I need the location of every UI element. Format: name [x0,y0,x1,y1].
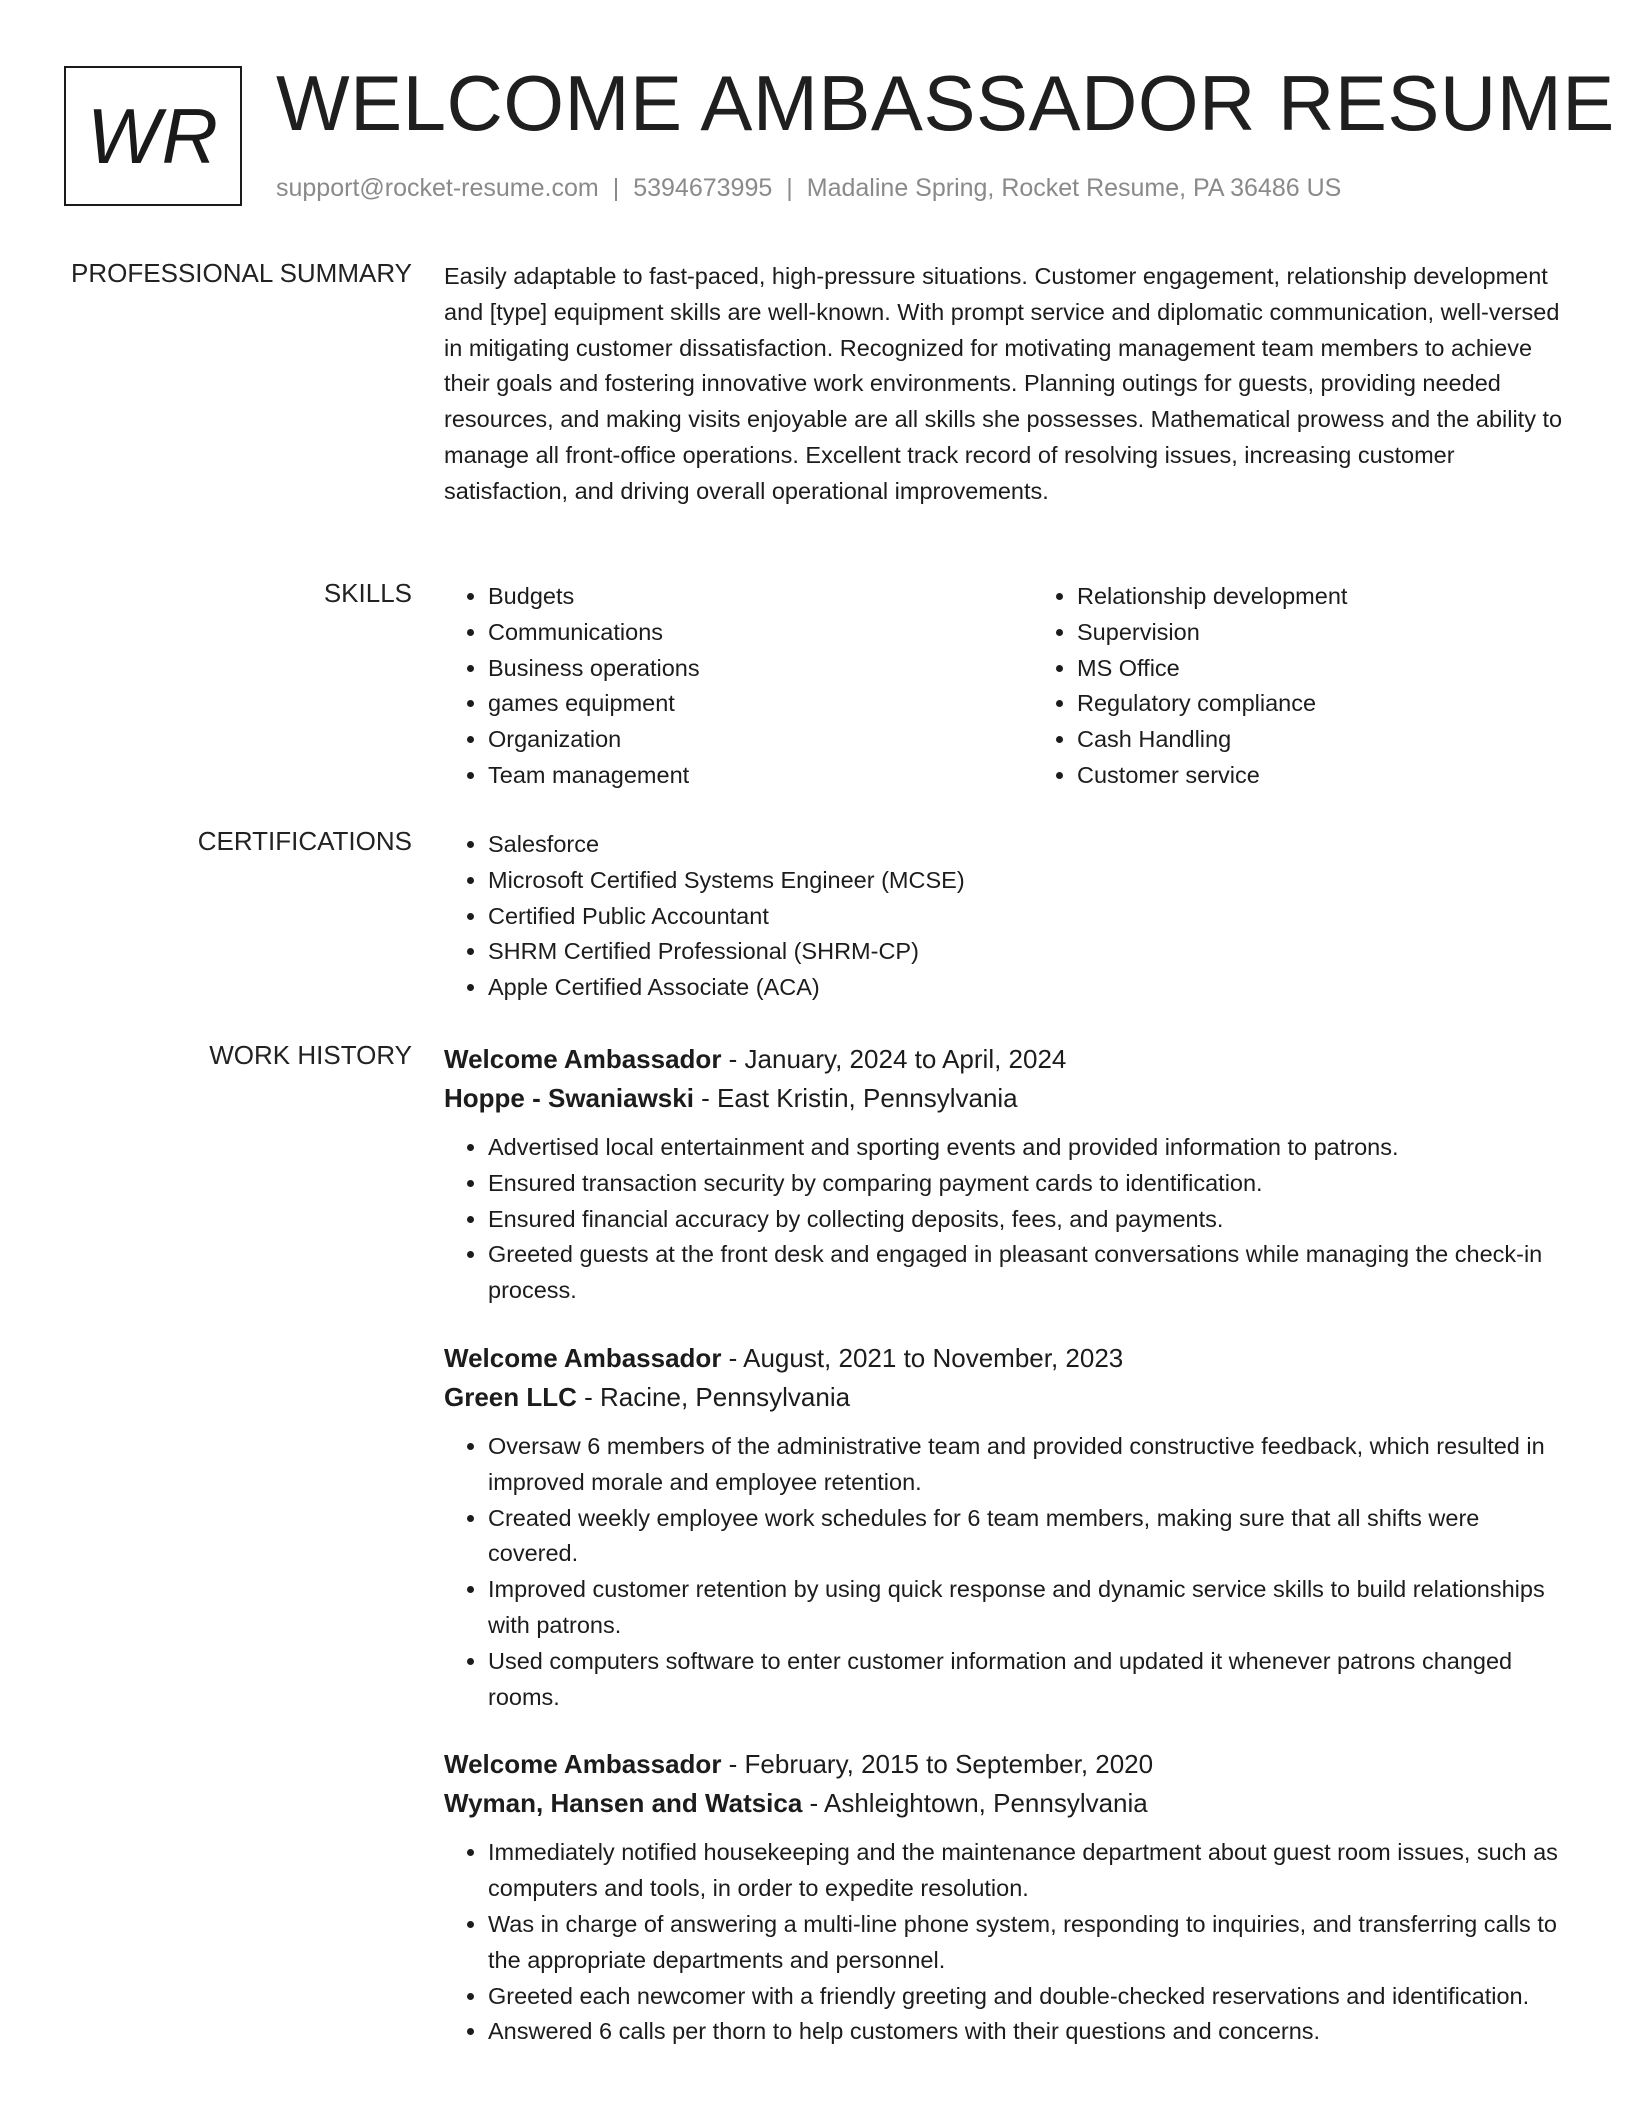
job-bullets [444,1835,1568,2050]
job-bullet: • Used computers software to enter customer information and updated it whenever patrons changed rooms. [488,1644,1568,1716]
job-title: Welcome Ambassador [444,1044,722,1074]
skills-list-right [1033,579,1622,794]
skill-item: • Customer service [1077,758,1622,794]
certification-item: • Certified Public Accountant [488,899,1568,935]
summary-text: Easily adaptable to fast-paced, high-pressure situations. Customer engagement, relationship development and [type] equipment skills are well-known. With prompt service and diplomatic communication, well-versed in mitigating customer dissatisfaction. Recognized for motivating management team members to achieve their goals and fostering innovative work environments. Planning outings for guests, providing needed resources, and making visits enjoyable are all skills she possesses. Mathematical prowess and the ability to manage all front-office operations. Excellent track record of resolving issues, increasing customer satisfaction, and driving overall operational improvements. [444,263,1563,504]
skill-item: • Budgets [488,579,1033,615]
section-label-skills: SKILLS [323,578,412,608]
section-label-work-history: WORK HISTORY [209,1040,412,1070]
job-entry [444,1040,1568,1309]
skill-item: • MS Office [1077,651,1622,687]
job-company-line [444,1378,1568,1417]
job-company-line [444,1784,1568,1823]
job-bullet: • Oversaw 6 members of the administrative team and provided constructive feedback, which resulted in improved morale and employee retention. [488,1429,1568,1501]
job-title-line [444,1745,1568,1784]
job-bullet: • Immediately notified housekeeping and the maintenance department about guest room issues, such as computers and tools, in order to expedite resolution. [488,1835,1568,1907]
skill-item: • Cash Handling [1077,722,1622,758]
monogram-box [64,66,242,206]
certification-item: • Salesforce [488,827,1568,863]
section-label-certifications: CERTIFICATIONS [197,826,412,856]
job-company: Green LLC [444,1381,577,1412]
job-bullet: • Answered 6 calls per thorn to help customers with their questions and concerns. [488,2014,1568,2050]
job-company-line [444,1079,1568,1118]
job-bullet: • Ensured financial accuracy by collecting deposits, fees, and payments. [488,1202,1568,1238]
skill-item: • Business operations [488,651,1033,687]
job-bullets [444,1130,1568,1309]
certification-item: • Microsoft Certified Systems Engineer (MCSE) [488,863,1568,899]
skill-item: • Relationship development [1077,579,1622,615]
skill-item: • Supervision [1077,615,1622,651]
resume-title: WELCOME AMBASSADOR RESUME [276,59,1615,147]
job-company: Wyman, Hansen and Watsica [444,1788,803,1819]
job-title: Welcome Ambassador [444,1749,722,1780]
job-bullet: • Greeted each newcomer with a friendly greeting and double-checked reservations and identification. [488,1979,1568,2015]
job-bullet: • Improved customer retention by using quick response and dynamic service skills to build relationships with patrons. [488,1572,1568,1644]
job-location: - Racine, Pennsylvania [576,1381,851,1412]
job-bullets [444,1429,1568,1715]
contact-address: Madaline Spring, Rocket Resume, PA 36486 US [806,174,1342,202]
section-label-summary: PROFESSIONAL SUMMARY [71,258,412,288]
job-location: - East Kristin, Pennsylvania [693,1083,1018,1113]
certification-item: • SHRM Certified Professional (SHRM-CP) [488,934,1568,970]
job-dates: - August, 2021 to November, 2023 [721,1342,1124,1373]
job-bullet: • Was in charge of answering a multi-line phone system, responding to inquiries, and transferring calls to the appropriate departments and personnel. [488,1907,1568,1979]
contact-email: support@rocket-resume.com [276,174,599,202]
skill-item: • games equipment [488,686,1033,722]
monogram-text: WR [87,91,219,180]
job-entry [444,1745,1568,2050]
contact-line [276,174,1341,203]
job-bullet: • Advertised local entertainment and sporting events and provided information to patrons. [488,1130,1568,1166]
job-bullet: • Greeted guests at the front desk and engaged in pleasant conversations while managing the check-in process. [488,1237,1568,1309]
job-dates: - January, 2024 to April, 2024 [721,1044,1067,1074]
certification-item: • Apple Certified Associate (ACA) [488,970,1568,1006]
job-bullet: • Ensured transaction security by comparing payment cards to identification. [488,1166,1568,1202]
certifications-list [444,827,1568,1006]
contact-separator: | [786,174,793,202]
job-company: Hoppe - Swaniawski [444,1083,694,1113]
skill-item: • Communications [488,615,1033,651]
job-title-line [444,1339,1568,1378]
job-title: Welcome Ambassador [444,1342,722,1373]
skills-list-left [444,579,1033,794]
skill-item: • Regulatory compliance [1077,686,1622,722]
skill-item: • Team management [488,758,1033,794]
skill-item: • Organization [488,722,1033,758]
job-entry [444,1339,1568,1715]
contact-separator: | [612,174,620,202]
contact-phone: 5394673995 [633,174,773,202]
job-title-line [444,1040,1568,1079]
job-location: - Ashleightown, Pennsylvania [802,1788,1148,1819]
job-bullet: • Created weekly employee work schedules for 6 team members, making sure that all shifts were covered. [488,1501,1568,1573]
job-dates: - February, 2015 to September, 2020 [721,1749,1154,1780]
